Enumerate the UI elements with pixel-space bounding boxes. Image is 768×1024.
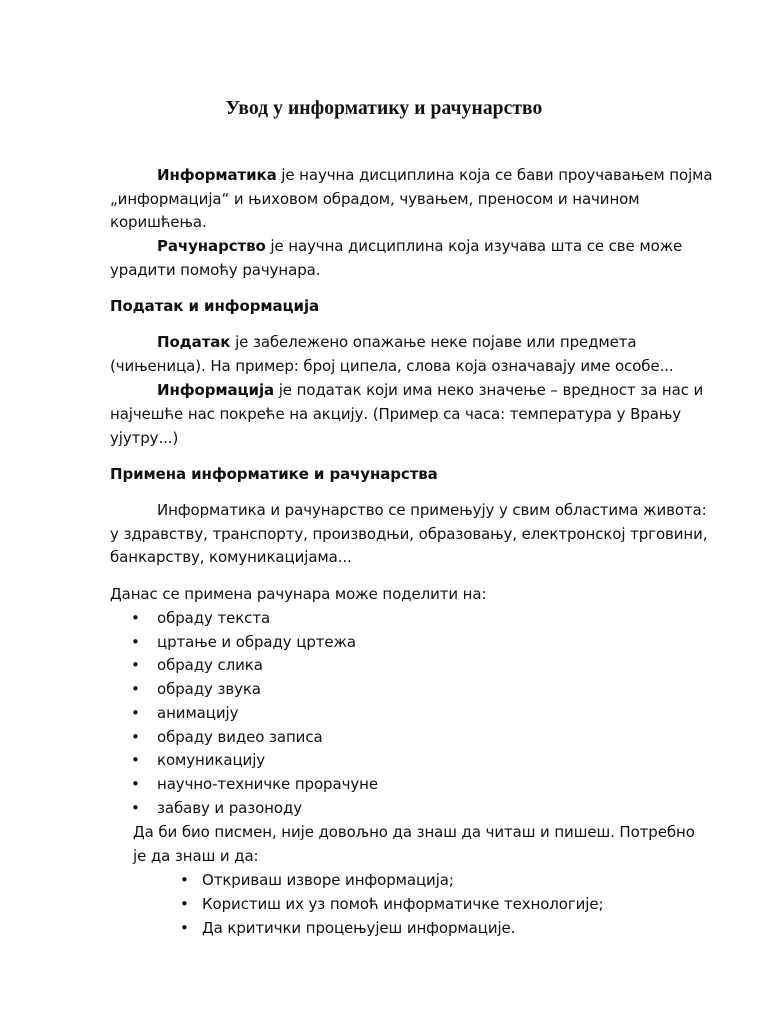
document-title: Увод у информатику и рачунарство bbox=[225, 98, 543, 119]
paragraph-applications-line-2: у здравству, транспорту, производњи, образовању, електронској трговини, bbox=[110, 525, 708, 543]
list-item: Користиш их уз помоћ информатичке технологије; bbox=[202, 895, 604, 913]
bullet-icon: • bbox=[180, 871, 189, 889]
paragraph-applications-line-3: банкарству, комуникацијама... bbox=[110, 548, 352, 566]
paragraph-data-line-2: (чињеница). На пример: број ципела, слова која означавају име особе... bbox=[110, 357, 674, 375]
bullet-icon: • bbox=[131, 609, 140, 627]
bullet-icon: • bbox=[131, 680, 140, 698]
paragraph-computing-line-2: урадити помоћу рачунара. bbox=[110, 261, 321, 279]
heading-applications: Примена информатике и рачунарства bbox=[110, 465, 438, 483]
list-item: Да критички процењујеш информације. bbox=[202, 919, 516, 937]
paragraph-informatics-line-3: коришћења. bbox=[110, 213, 207, 231]
term-data: Податак bbox=[157, 333, 231, 351]
bullet-icon: • bbox=[131, 633, 140, 651]
list-item: обраду слика bbox=[157, 656, 263, 674]
paragraph-data-line-1: Податак је забележено опажање неке појаве или предмета bbox=[157, 333, 637, 351]
bullet-icon: • bbox=[131, 656, 140, 674]
paragraph-applications-line-1: Информатика и рачунарство се примењују у свим областима живота: bbox=[157, 501, 707, 519]
paragraph-literacy-line-1: Да би био писмен, није довољно да знаш да читаш и пишеш. Потребно bbox=[133, 823, 695, 841]
list-item: научно-техничке прорачуне bbox=[157, 775, 378, 793]
paragraph-information-line-2: најчешће нас покреће на акцију. (Пример са часа: температура у Врању bbox=[110, 405, 681, 423]
list-item: анимацију bbox=[157, 704, 239, 722]
term-informatics: Информатика bbox=[157, 166, 277, 184]
term-computing: Рачунарство bbox=[157, 237, 266, 255]
bullet-icon: • bbox=[131, 775, 140, 793]
paragraph-information-line-3: ујутру...) bbox=[110, 429, 179, 447]
paragraph-information-line-1: Информација је податак који има неко значење – вредност за нас и bbox=[157, 381, 704, 399]
paragraph-computing-line-1: Рачунарство је научна дисциплина која изучава шта се све може bbox=[157, 237, 683, 255]
bullet-icon: • bbox=[180, 919, 189, 937]
list-item: обраду текста bbox=[157, 609, 271, 627]
bullet-icon: • bbox=[131, 728, 140, 746]
bullet-icon: • bbox=[131, 704, 140, 722]
list-item: забаву и разоноду bbox=[157, 799, 303, 817]
paragraph-uses-intro: Данас се примена рачунара може поделити на: bbox=[110, 585, 487, 603]
list-item: обраду видео записа bbox=[157, 728, 323, 746]
paragraph-informatics-line-2: „информација“ и њиховом обрадом, чувањем, преносом и начином bbox=[110, 190, 640, 208]
bullet-icon: • bbox=[131, 799, 140, 817]
list-item: цртање и обраду цртежа bbox=[157, 633, 357, 651]
list-item: Откриваш изворе информација; bbox=[202, 871, 454, 889]
list-item: комуникацију bbox=[157, 751, 266, 769]
list-item: обраду звука bbox=[157, 680, 261, 698]
term-information: Информација bbox=[157, 381, 275, 399]
heading-data-and-information: Податак и информација bbox=[110, 297, 320, 315]
paragraph-informatics-line-1: Информатика је научна дисциплина која се бави проучавањем појма bbox=[157, 166, 713, 184]
bullet-icon: • bbox=[131, 751, 140, 769]
bullet-icon: • bbox=[180, 895, 189, 913]
paragraph-literacy-line-2: је да знаш и да: bbox=[133, 847, 259, 865]
